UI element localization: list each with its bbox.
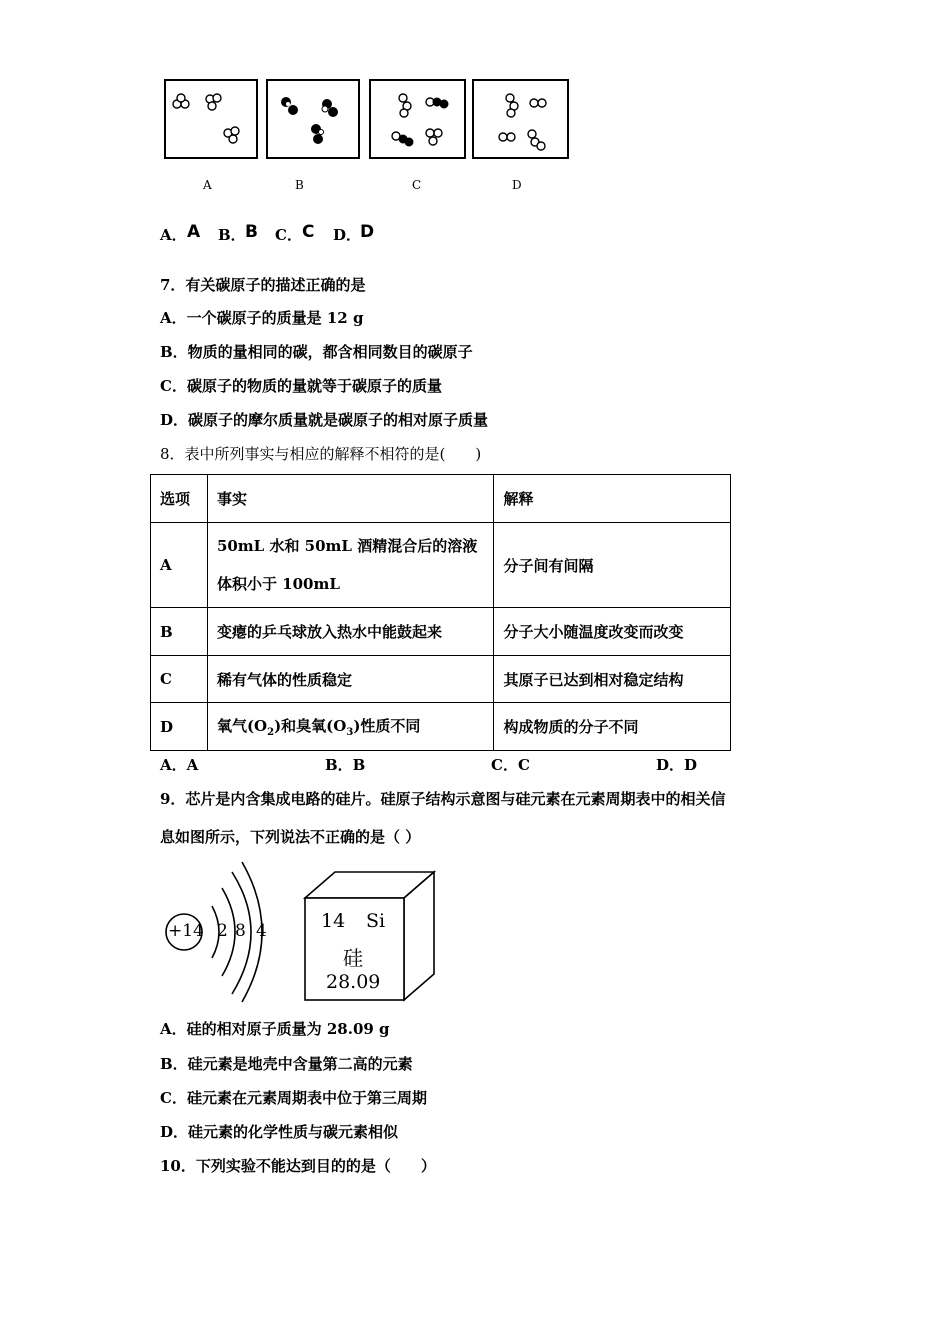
q9-option-c: C．硅元素在元素周期表中位于第三周期 [160, 1089, 427, 1107]
q9-option-b: B．硅元素是地壳中含量第二高的元素 [160, 1055, 413, 1073]
q6-option-c: C [302, 222, 315, 242]
q8-option-b: B．B [325, 756, 366, 774]
atomic-mass: 28.09 [326, 971, 381, 993]
row-c-option: C [151, 656, 208, 703]
header-explain: 解释 [494, 475, 731, 523]
row-c-explain: 其原子已达到相对稳定结构 [494, 656, 731, 703]
q9-stem-line2: 息如图所示，下列说法不正确的是（ ） [160, 828, 421, 846]
header-option: 选项 [151, 475, 208, 523]
row-b-option: B [151, 608, 208, 656]
row-a-fact-line2: 体积小于 100mL [216, 575, 340, 593]
q6-option-c-prefix: C． [275, 226, 302, 244]
shell-3-count: 4 [256, 921, 267, 941]
row-c-fact: 稀有气体的性质稳定 [207, 656, 494, 703]
q9-option-a: A．硅的相对原子质量为 28.09 g [160, 1020, 390, 1038]
row-a-fact-line1: 50mL 水和 50mL 酒精混合后的溶液 [216, 537, 478, 555]
q9-option-d: D．硅元素的化学性质与碳元素相似 [160, 1123, 399, 1141]
q8-option-a: A．A [160, 756, 199, 774]
row-d-fact-sub2: 3 [346, 727, 354, 738]
row-d-option: D [151, 703, 208, 751]
table-row [151, 608, 731, 656]
row-d-fact [207, 703, 494, 751]
row-d-fact-c: )性质不同 [353, 717, 421, 735]
q9-stem-line1: 9．芯片是内含集成电路的硅片。硅原子结构示意图与硅元素在元素周期表中的相关信 [160, 790, 726, 808]
q6-option-d-prefix: D． [333, 226, 362, 244]
q7-stem: 7．有关碳原子的描述正确的是 [160, 276, 366, 294]
box-c [370, 80, 465, 158]
row-a-option: A [151, 523, 208, 608]
q7-option-c: C．碳原子的物质的量就等于碳原子的质量 [160, 377, 442, 395]
q6-option-b-prefix: B． [218, 226, 246, 244]
row-d-fact-b: )和臭氧(O [274, 717, 347, 735]
table-header-row [151, 475, 731, 523]
row-d-fact-sub1: 2 [267, 727, 275, 738]
nucleus-charge: +14 [168, 921, 204, 941]
row-b-fact: 变瘪的乒乓球放入热水中能鼓起来 [207, 608, 494, 656]
q8-table [150, 474, 731, 751]
table-row [151, 523, 731, 608]
q8-option-d: D．D [656, 756, 698, 774]
box-a [165, 80, 257, 158]
row-d-explain: 构成物质的分子不同 [494, 703, 731, 751]
row-a-explain: 分子间有间隔 [494, 523, 731, 608]
q8-stem: 8．表中所列事实与相应的解释不相符的是( ) [160, 445, 482, 463]
shell-2-count: 8 [235, 921, 246, 941]
q6-option-d: D [360, 222, 375, 242]
table-row [151, 656, 731, 703]
q7-option-d: D．碳原子的摩尔质量就是碳原子的相对原子质量 [160, 411, 489, 429]
box-label-c: C [412, 178, 422, 192]
box-label-d: D [512, 178, 522, 192]
q10-stem: 10．下列实验不能达到目的的是（ ） [160, 1157, 436, 1175]
table-row [151, 703, 731, 751]
row-a-fact [207, 523, 494, 608]
box-label-a: A [203, 178, 212, 192]
q6-option-a: A [187, 222, 201, 242]
atomic-number: 14 [321, 910, 346, 932]
element-name: 硅 [343, 946, 363, 970]
header-fact: 事实 [207, 475, 494, 523]
shell-1-count: 2 [217, 921, 228, 941]
element-symbol: Si [366, 910, 386, 932]
q6-option-b: B [245, 222, 258, 242]
box-d [473, 80, 568, 158]
q8-option-c: C．C [491, 756, 530, 774]
row-b-explain: 分子大小随温度改变而改变 [494, 608, 731, 656]
q7-option-b: B．物质的量相同的碳，都含相同数目的碳原子 [160, 343, 473, 361]
q6-option-a-prefix: A． [160, 226, 187, 244]
box-b [267, 80, 359, 158]
box-label-b: B [295, 178, 304, 192]
q7-option-a: A．一个碳原子的质量是 12 g [160, 309, 364, 327]
molecule-boxes [160, 76, 580, 168]
row-d-fact-a: 氧气(O [216, 717, 268, 735]
